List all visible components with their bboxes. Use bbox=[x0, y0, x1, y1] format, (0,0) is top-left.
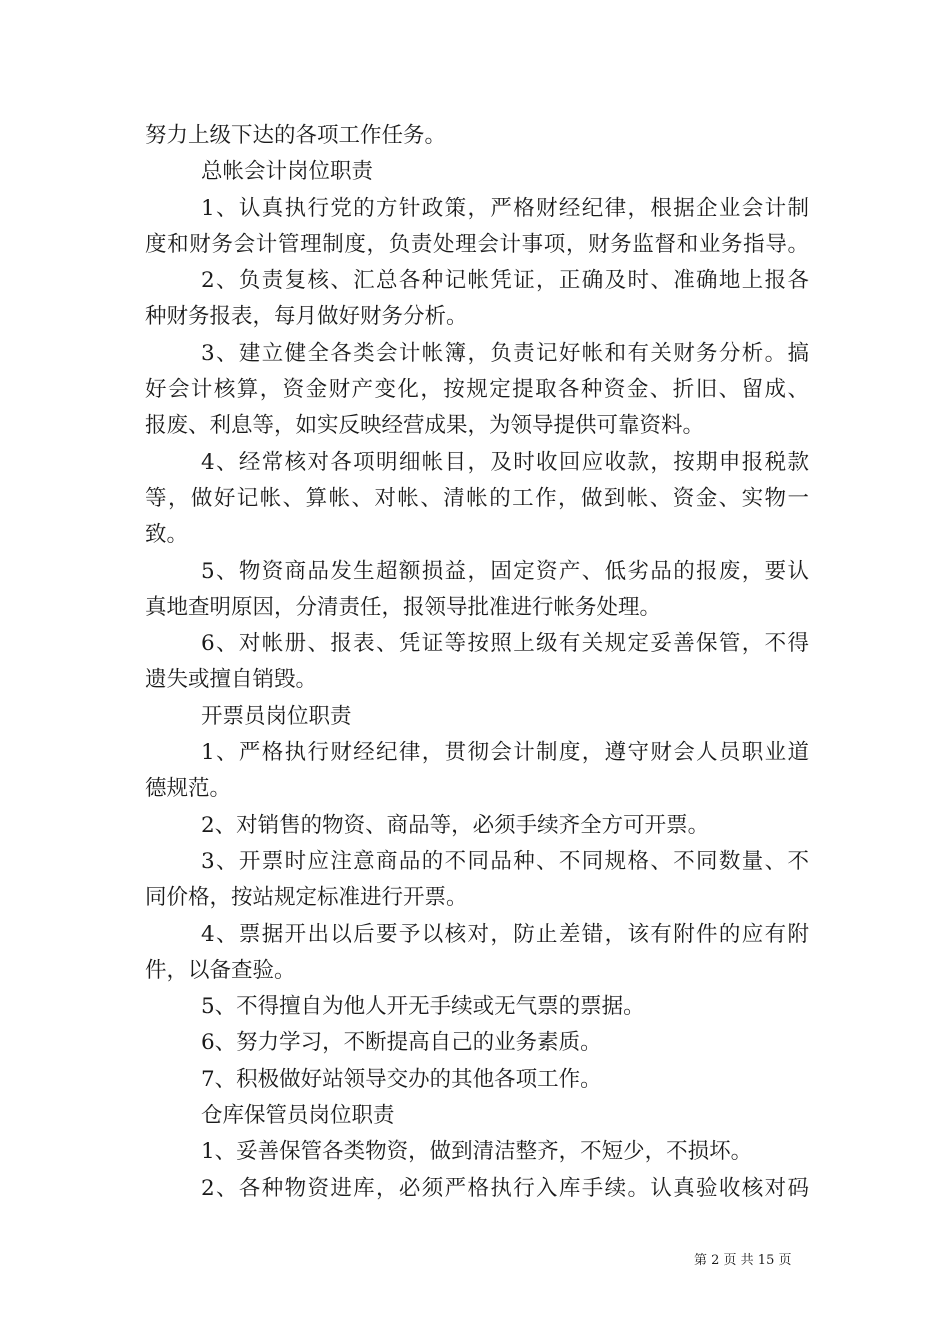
section-heading: 仓库保管员岗位职责 bbox=[201, 1103, 395, 1129]
text-line: 2、对销售的物资、商品等，必须手续齐全方可开票。 bbox=[201, 812, 710, 838]
text-line: 1、认真执行党的方针政策，严格财经纪律，根据企业会计制 bbox=[201, 195, 809, 221]
text-line: 努力上级下达的各项工作任务。 bbox=[145, 123, 447, 148]
section-heading: 总帐会计岗位职责 bbox=[201, 159, 374, 185]
text-line: 6、努力学习，不断提高自己的业务素质。 bbox=[201, 1030, 602, 1056]
text-line: 度和财务会计管理制度，负责处理会计事项，财务监督和业务指导。 bbox=[145, 231, 809, 257]
text-line: 致。 bbox=[145, 522, 189, 548]
text-line: 件，以备查验。 bbox=[145, 957, 296, 983]
text-line: 1、严格执行财经纪律，贯彻会计制度，遵守财会人员职业道 bbox=[201, 740, 809, 766]
text-line: 3、建立健全各类会计帐簿，负责记好帐和有关财务分析。搞 bbox=[201, 340, 809, 366]
text-line: 真地查明原因，分清责任，报领导批准进行帐务处理。 bbox=[145, 594, 662, 620]
text-line: 4、经常核对各项明细帐目，及时收回应收款，按期申报税款 bbox=[201, 449, 809, 475]
text-line: 好会计核算，资金财产变化，按规定提取各种资金、折旧、留成、 bbox=[145, 377, 809, 403]
text-line: 德规范。 bbox=[145, 776, 232, 802]
text-line: 种财务报表，每月做好财务分析。 bbox=[145, 304, 468, 330]
text-line: 3、开票时应注意商品的不同品种、不同规格、不同数量、不 bbox=[201, 848, 809, 874]
text-line: 4、票据开出以后要予以核对，防止差错，该有附件的应有附 bbox=[201, 921, 809, 947]
text-line: 5、不得擅自为他人开无手续或无气票的票据。 bbox=[201, 994, 645, 1020]
page-number: 第 2 页 共 15 页 bbox=[694, 1253, 792, 1268]
text-line: 同价格，按站规定标准进行开票。 bbox=[145, 885, 468, 911]
text-line: 6、对帐册、报表、凭证等按照上级有关规定妥善保管，不得 bbox=[201, 631, 809, 657]
text-line: 等，做好记帐、算帐、对帐、清帐的工作，做到帐、资金、实物一 bbox=[145, 485, 809, 511]
section-heading: 开票员岗位职责 bbox=[201, 703, 352, 729]
text-line: 1、妥善保管各类物资，做到清洁整齐，不短少，不损坏。 bbox=[201, 1139, 753, 1165]
text-line: 遗失或擅自销毁。 bbox=[145, 667, 318, 693]
text-line: 5、物资商品发生超额损益，固定资产、低劣品的报废，要认 bbox=[201, 558, 809, 584]
document-body bbox=[145, 118, 809, 1207]
text-line: 2、各种物资进库，必须严格执行入库手续。认真验收核对码 bbox=[201, 1175, 809, 1201]
text-line: 2、负责复核、汇总各种记帐凭证，正确及时、准确地上报各 bbox=[201, 268, 809, 294]
text-line: 报废、利息等，如实反映经营成果，为领导提供可靠资料。 bbox=[145, 413, 705, 439]
text-line: 7、积极做好站领导交办的其他各项工作。 bbox=[201, 1066, 602, 1092]
